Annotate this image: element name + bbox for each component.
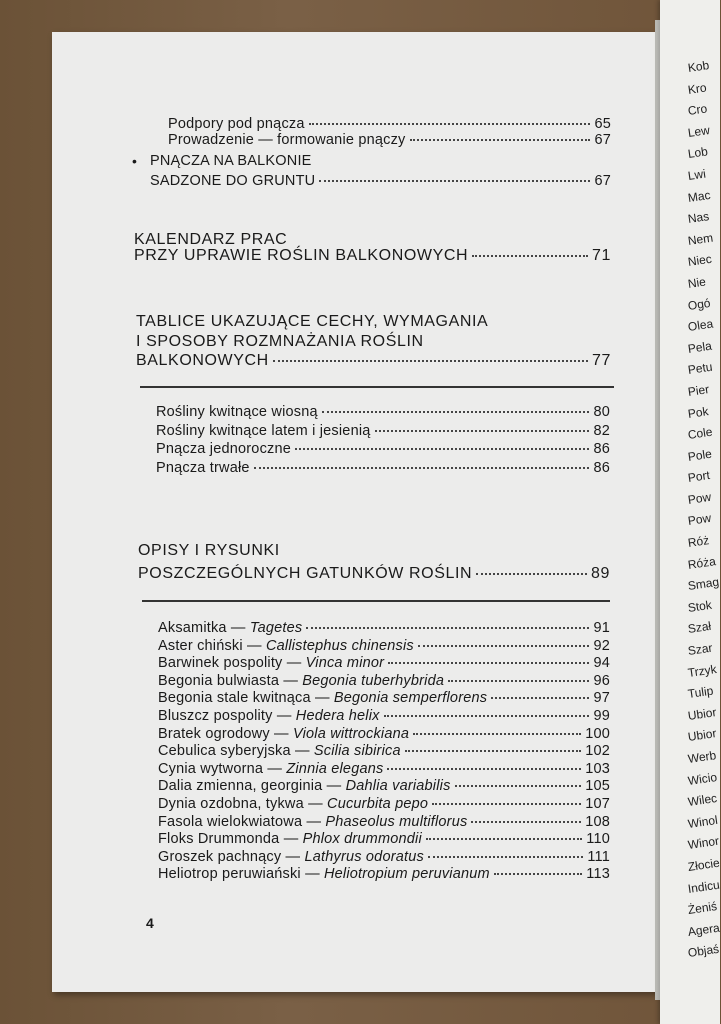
species-latin-name: Cucurbita pepo <box>327 796 429 812</box>
next-page-fragment: Kro <box>686 80 708 97</box>
toc-entry-prowadzenie <box>168 132 611 148</box>
species-latin-name: Callistephus chinensis <box>265 637 414 654</box>
species-entry-title <box>158 673 444 689</box>
next-page-fragments <box>688 58 720 965</box>
next-page-fragment: Winol <box>686 812 719 831</box>
next-page-fragment: Stok <box>686 597 713 615</box>
toc-entry-title: PNĄCZA NA BALKONIE <box>150 153 312 169</box>
species-entry-page: 102 <box>585 743 610 760</box>
species-latin-name: Hedera helix <box>295 708 380 724</box>
species-latin-name: Lathyrus odoratus <box>304 848 424 865</box>
species-entry-page: 92 <box>593 637 610 654</box>
species-latin-name: Phaseolus multiflorus <box>325 813 468 830</box>
dot-leader <box>322 411 590 413</box>
species-dash: — <box>285 848 301 865</box>
species-dash: — <box>283 831 299 848</box>
dot-leader <box>472 255 588 257</box>
toc-entry-page: 67 <box>594 132 611 148</box>
species-polish-name: Barwinek pospolity <box>158 655 283 672</box>
dot-leader <box>428 856 583 858</box>
section-heading-opisy-line2 <box>138 563 610 585</box>
dot-leader <box>448 680 589 682</box>
species-dash: — <box>286 655 302 672</box>
next-page-fragment: Petu <box>686 359 714 378</box>
dot-leader <box>319 180 590 182</box>
section-heading-tablice-line1: TABLICE UKAZUJĄCE CECHY, WYMAGANIA <box>136 313 489 330</box>
section-page: 71 <box>592 247 611 264</box>
dot-leader <box>375 430 590 432</box>
species-polish-name: Begonia bulwiasta <box>158 672 280 689</box>
table-entry-title: Pnącza trwałe <box>156 459 250 476</box>
species-dash: — <box>314 690 330 707</box>
next-page-fragment: Kob <box>686 58 711 75</box>
next-page-fragment: Werb <box>686 748 718 766</box>
page-number: 4 <box>146 915 154 931</box>
next-page-fragment: Ogó <box>686 295 712 313</box>
dot-leader <box>432 803 581 805</box>
dot-leader <box>491 697 589 699</box>
species-polish-name: Groszek pachnący <box>158 848 282 865</box>
table-entry <box>156 460 610 476</box>
species-dash: — <box>305 866 320 883</box>
section-heading-text: PRZY UPRAWIE ROŚLIN BALKONOWYCH <box>134 247 469 264</box>
species-entry-title <box>158 796 428 812</box>
next-page-fragment: Winor <box>686 834 720 853</box>
next-page-fragment: Pier <box>686 382 710 399</box>
species-polish-name: Bluszcz pospolity <box>158 708 273 724</box>
section-rule <box>142 600 610 602</box>
species-polish-name: Dynia ozdobna, tykwa <box>158 796 304 812</box>
next-page-fragment: Ubior <box>686 726 718 745</box>
species-polish-name: Bratek ogrodowy <box>158 725 270 742</box>
section-heading-kalendarz-line2 <box>134 245 611 267</box>
dot-leader <box>494 873 582 875</box>
next-page-fragment: Objaś <box>686 942 720 961</box>
dot-leader <box>405 750 581 752</box>
species-entry-title <box>158 743 401 759</box>
species-dash: — <box>276 708 292 724</box>
species-entry-title <box>158 655 384 671</box>
species-dash: — <box>267 760 283 777</box>
dot-leader <box>418 645 590 647</box>
dot-leader <box>426 838 582 840</box>
dot-leader <box>306 627 589 629</box>
next-page-fragment: Wilec <box>686 791 718 810</box>
table-entry <box>156 423 610 439</box>
species-latin-name: Begonia semperflorens <box>333 690 488 707</box>
next-page-fragment: Nie <box>686 274 707 291</box>
table-entry <box>156 441 610 457</box>
next-page-fragment: Smag <box>686 574 720 594</box>
next-page-fragment: Trzyk <box>686 661 718 680</box>
species-polish-name: Heliotrop peruwiański <box>158 866 301 883</box>
next-page-fragment: Nem <box>686 230 714 248</box>
species-latin-name: Vinca minor <box>305 655 385 672</box>
table-entry-page: 86 <box>593 441 610 457</box>
dot-leader <box>254 467 590 469</box>
next-page-fragment: Złocie <box>686 855 721 874</box>
next-page-fragment: Nas <box>686 209 710 227</box>
next-page-fragment: Szar <box>686 640 714 658</box>
species-entry <box>158 778 610 794</box>
species-latin-name: Viola wittrockiana <box>292 725 410 742</box>
species-entry <box>158 831 610 847</box>
species-entry-title <box>158 778 451 794</box>
species-entry-page: 103 <box>585 760 610 777</box>
species-entry <box>158 620 610 636</box>
next-page-fragment: Mac <box>686 187 712 205</box>
book-page <box>52 32 664 992</box>
species-dash: — <box>283 672 299 689</box>
section-heading-tablice-line2: I SPOSOBY ROZMNAŻANIA ROŚLIN <box>136 333 424 350</box>
next-page-fragment: Żeniś <box>686 899 718 918</box>
table-entry-page: 86 <box>593 459 610 476</box>
species-polish-name: Dalia zmienna, georginia <box>158 778 323 795</box>
species-entry <box>158 726 610 742</box>
species-entry-page: 105 <box>585 778 610 795</box>
species-entry-page: 97 <box>593 690 610 707</box>
next-page-fragment: Szał <box>686 619 712 637</box>
section-heading-tablice-line3 <box>136 350 611 372</box>
toc-entry-title: Prowadzenie — formowanie pnączy <box>168 132 406 148</box>
species-entry-page: 108 <box>585 813 610 830</box>
next-page-fragment: Lob <box>686 144 709 162</box>
next-page-fragment: Tulip <box>686 683 715 702</box>
dot-leader <box>455 785 582 787</box>
species-latin-name: Begonia tuberhybrida <box>302 672 445 689</box>
species-entry <box>158 814 610 830</box>
bullet-icon: • <box>132 153 137 169</box>
species-entry-page: 99 <box>593 708 610 724</box>
species-dash: — <box>308 796 323 812</box>
dot-leader <box>410 139 591 141</box>
species-entry-title <box>158 866 490 882</box>
species-polish-name: Cynia wytworna <box>158 760 264 777</box>
species-latin-name: Heliotropium peruvianum <box>324 866 490 883</box>
section-heading-opisy-line1: OPISY I RYSUNKI <box>138 542 280 559</box>
next-page-fragment: Ubior <box>686 704 718 723</box>
species-entry-title <box>158 690 487 706</box>
toc-entry-title: Podpory pod pnącza <box>168 116 305 132</box>
species-latin-name: Dahlia variabilis <box>345 778 451 795</box>
section-page: 77 <box>592 352 611 369</box>
dot-leader <box>309 123 591 125</box>
species-entry <box>158 866 610 882</box>
species-entry <box>158 708 610 724</box>
species-entry-page: 91 <box>593 620 610 636</box>
species-entry-page: 110 <box>586 831 610 848</box>
next-page-fragment: Lwi <box>686 166 707 183</box>
toc-entry-title: SADZONE DO GRUNTU <box>150 173 316 189</box>
next-page-edge <box>660 0 720 1024</box>
section-heading-text: BALKONOWYCH <box>136 352 269 369</box>
next-page-fragment: Pow <box>686 489 712 507</box>
section-rule <box>140 386 614 388</box>
next-page-fragment: Wicio <box>686 769 718 788</box>
dot-leader <box>388 662 589 664</box>
species-entry-page: 94 <box>593 655 610 672</box>
species-entry-page: 96 <box>593 672 610 689</box>
table-entry-page: 80 <box>593 404 610 420</box>
species-entry-page: 111 <box>587 848 610 865</box>
section-page: 89 <box>591 565 610 582</box>
species-entry-title <box>158 814 467 830</box>
section-heading-text: POSZCZEGÓLNYCH GATUNKÓW ROŚLIN <box>138 565 473 582</box>
species-entry <box>158 796 610 812</box>
next-page-fragment: Cole <box>686 424 714 443</box>
toc-entry-page: 65 <box>594 116 611 132</box>
species-dash: — <box>274 725 289 742</box>
species-entry-title <box>158 708 380 724</box>
toc-entry-balkon-line2 <box>150 173 611 189</box>
next-page-fragment: Pow <box>686 511 712 529</box>
dot-leader <box>413 733 581 735</box>
next-page-fragment: Indicu <box>686 877 721 896</box>
species-entry-page: 100 <box>585 725 610 742</box>
table-entry-title: Rośliny kwitnące latem i jesienią <box>156 422 371 439</box>
species-entry <box>158 761 610 777</box>
species-entry-title <box>158 726 409 742</box>
species-polish-name: Aksamitka <box>158 620 227 636</box>
species-dash: — <box>247 637 262 654</box>
dot-leader <box>476 573 587 575</box>
species-entry-title <box>158 831 422 847</box>
next-page-fragment: Cro <box>686 101 709 119</box>
species-polish-name: Fasola wielokwiatowa <box>158 813 303 830</box>
next-page-fragment: Niec <box>686 252 713 270</box>
toc-entry-page: 67 <box>594 173 611 189</box>
next-page-fragment: Port <box>686 468 711 486</box>
species-entry <box>158 690 610 706</box>
dot-leader <box>295 448 589 450</box>
species-dash: — <box>230 620 246 636</box>
species-entry-title <box>158 761 383 777</box>
species-latin-name: Tagetes <box>249 620 303 636</box>
species-latin-name: Zinnia elegans <box>286 760 384 777</box>
next-page-fragment: Agera <box>686 920 721 939</box>
dot-leader <box>384 715 590 717</box>
next-page-fragment: Pole <box>686 446 713 464</box>
species-entry-page: 107 <box>585 796 610 812</box>
next-page-fragment: Róża <box>686 553 717 572</box>
species-polish-name: Begonia stale kwitnąca <box>158 690 311 707</box>
dot-leader <box>471 821 581 823</box>
species-dash: — <box>294 743 310 760</box>
species-entry <box>158 849 610 865</box>
table-entry-title: Rośliny kwitnące wiosną <box>156 404 318 420</box>
toc-entry-balkon-line1 <box>150 153 611 169</box>
dot-leader <box>387 768 581 770</box>
species-latin-name: Scilia sibirica <box>313 743 401 760</box>
species-dash: — <box>306 813 322 830</box>
next-page-fragment: Olea <box>686 316 714 335</box>
species-dash: — <box>326 778 342 795</box>
table-entry-title: Pnącza jednoroczne <box>156 441 291 457</box>
toc-entry-podpory <box>168 116 611 132</box>
species-entry <box>158 638 610 654</box>
next-page-fragment: Pok <box>686 403 710 421</box>
table-entry <box>156 404 610 420</box>
species-entry <box>158 743 610 759</box>
table-entry-page: 82 <box>593 422 610 439</box>
species-entry <box>158 673 610 689</box>
next-page-fragment: Pela <box>686 338 713 356</box>
next-page-fragment: Róż <box>686 533 710 551</box>
species-entry <box>158 655 610 671</box>
section-heading-kalendarz-line1: KALENDARZ PRAC <box>134 231 288 248</box>
species-latin-name: Phlox drummondii <box>302 831 422 848</box>
species-entry-title <box>158 620 302 636</box>
species-entry-page: 113 <box>586 866 610 883</box>
species-polish-name: Cebulica syberyjska <box>158 743 291 760</box>
species-polish-name: Floks Drummonda <box>158 831 280 848</box>
dot-leader <box>273 360 588 362</box>
species-entry-title <box>158 849 424 865</box>
next-page-fragment: Lew <box>686 122 711 140</box>
species-polish-name: Aster chiński <box>158 637 243 654</box>
species-entry-title <box>158 638 414 654</box>
